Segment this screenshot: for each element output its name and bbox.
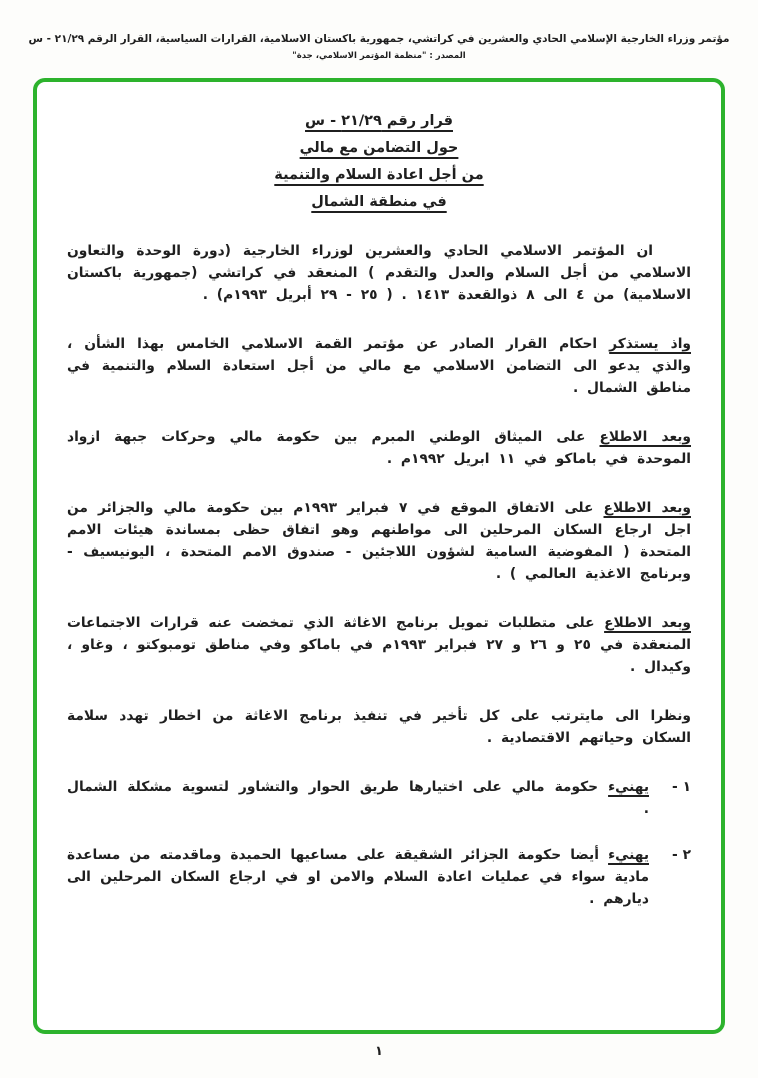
title-block — [67, 108, 691, 216]
paragraph-text: على متطلبات تمويل برنامج الاغاثة الذي تمخضت عنه قرارات الاجتماعات المنعقدة في ٢٥ و ٢٦ و ٢٧ فبراير ١٩٩٣م في باماكو وفي مناطق تومبوكتو ، وغاو ، وكيدال . — [67, 615, 691, 675]
page-number: ١ — [375, 1044, 383, 1059]
paragraph-relief-funding — [67, 612, 691, 678]
operative-item-1 — [67, 776, 691, 820]
item-text — [67, 776, 649, 820]
title-subject-line-1: حول التضامن مع مالي — [299, 140, 459, 156]
paragraph-agreement-1993 — [67, 497, 691, 585]
item-number: ١ - — [672, 779, 691, 795]
item-body: حكومة مالي على اختيارها طريق الحوار والتشاور لتسوية مشكلة الشمال . — [67, 779, 649, 817]
document-header — [0, 0, 758, 62]
paragraph-lead: واذ يستذكر — [609, 336, 691, 352]
paragraph-national-pact — [67, 426, 691, 470]
paragraph-considering-delay — [67, 705, 691, 749]
operative-item-2 — [67, 844, 691, 910]
paragraph-text: ان المؤتمر الاسلامي الحادي والعشرين لوزراء الخارجية (دورة الوحدة والتعاون الاسلامي من أجل السلام والعدل والتقدم ) المنعقد في كراتشي (جمهورية باكستان الاسلامية) من ٤ الى ٨ ذوالقعدة ١٤١٣ . ( ٢٥ - ٢٩ أبريل ١٩٩٣م) . — [67, 243, 691, 303]
item-lead: يهنيء — [608, 847, 649, 863]
paragraph-text: ونظرا الى مايترتب على كل تأخير في تنفيذ برنامج الاغاثة من اخطار تهدد سلامة السكان وحياتهم الاقتصادية . — [67, 708, 691, 746]
header-source-line: المصدر : "منظمة المؤتمر الاسلامي، جدة" — [292, 51, 466, 61]
document-border-frame — [33, 78, 725, 1034]
paragraph-recalling — [67, 333, 691, 399]
paragraph-preamble — [67, 240, 691, 306]
paragraph-text: على الميثاق الوطني المبرم بين حكومة مالي وحركات جبهة ازواد الموحدة في باماكو في ١١ ابريل ١٩٩٢م . — [67, 429, 691, 467]
header-citation-line: مؤتمر وزراء الخارجية الإسلامي الحادي والعشرين في كراتشي، جمهورية باكستان الاسلامية، القرارات السياسية، القرار الرقم ٢١/٢٩ - س — [28, 33, 730, 45]
item-text — [67, 844, 649, 910]
paragraph-lead: وبعد الاطلاع — [603, 500, 691, 516]
item-body: أيضا حكومة الجزائر الشقيقة على مساعيها الحميدة وماقدمته من مساعدة مادية سواء في عمليات اعادة السلام والامن او في ارجاع السكان المرحلين الى ديارهم . — [67, 847, 649, 907]
item-lead: يهنيء — [608, 779, 649, 795]
title-subject-line-3: في منطقة الشمال — [311, 194, 447, 210]
paragraph-lead: وبعد الاطلاع — [599, 429, 691, 445]
title-resolution-number: قرار رقم ٢١/٢٩ - س — [305, 113, 453, 129]
title-subject-line-2: من أجل اعادة السلام والتنمية — [274, 167, 484, 183]
paragraph-text: احكام القرار الصادر عن مؤتمر القمة الاسلامي الخامس بهذا الشأن ، والذي يدعو الى التضامن الاسلامي مع مالي من أجل استعادة السلام والتنمية في مناطق الشمال . — [67, 336, 691, 396]
paragraph-text: على الاتفاق الموقع في ٧ فبراير ١٩٩٣م بين حكومة مالي والجزائر من اجل ارجاع السكان المرحلين الى مواطنهم وهو اتفاق حظى بمساندة هيئات الامم المتحدة ( المفوضية السامية لشؤون اللاجئين - صندوق الامم المتحدة ، اليونيسيف - وبرنامج الاغذية العالمي ) . — [67, 500, 691, 582]
item-number: ٢ - — [672, 847, 691, 863]
paragraph-lead: وبعد الاطلاع — [604, 615, 691, 631]
